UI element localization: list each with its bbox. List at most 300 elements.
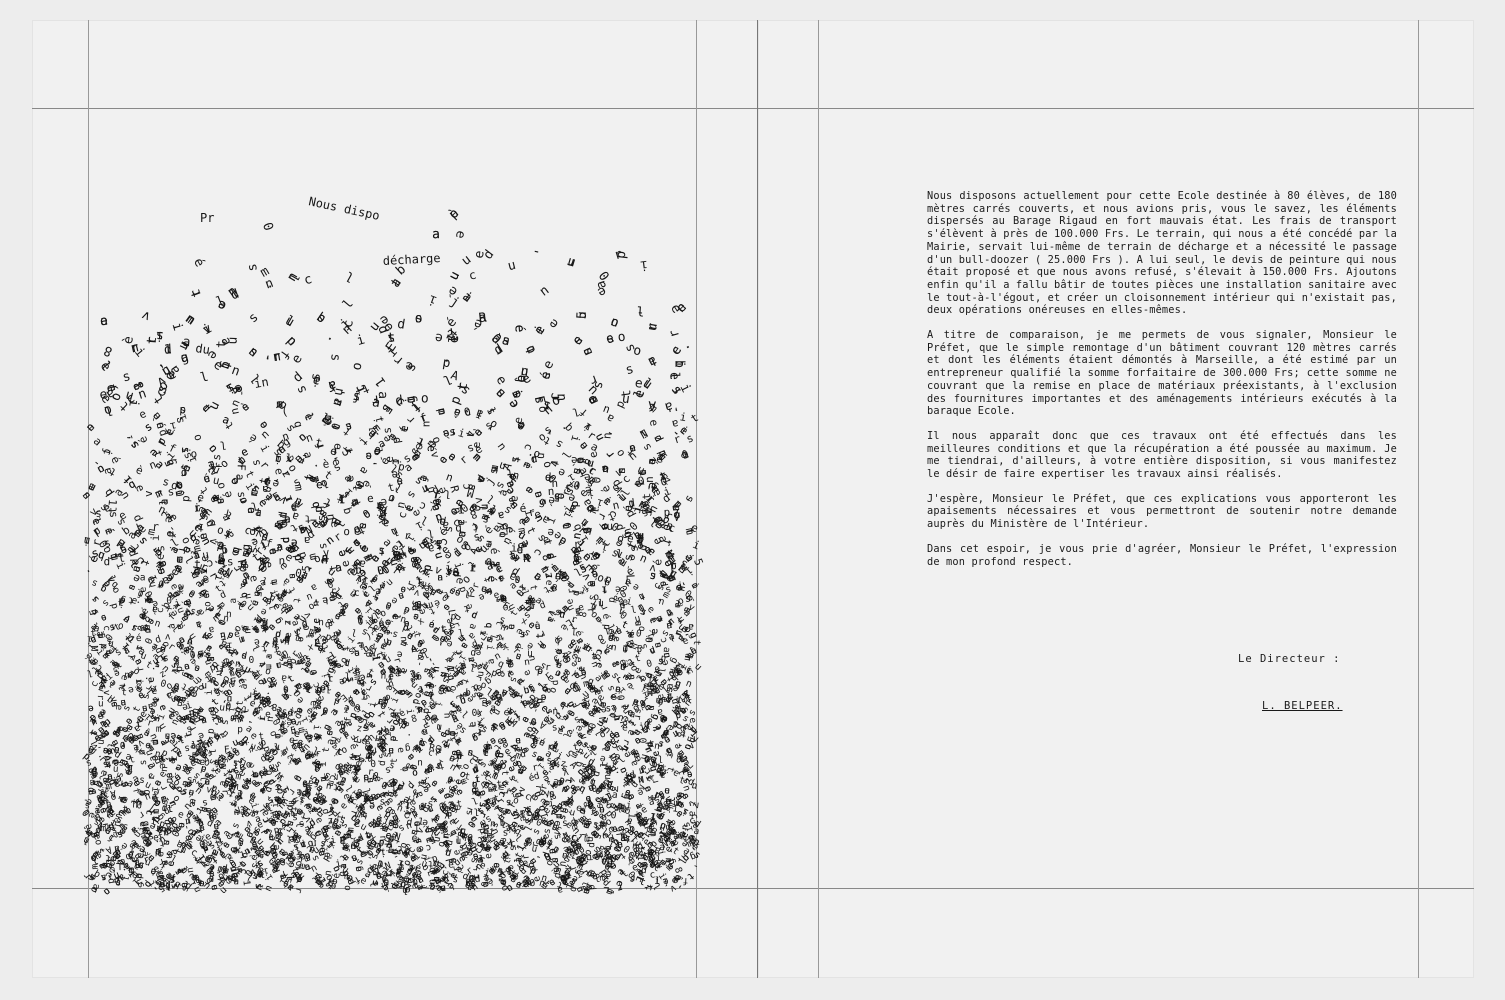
- scattered-letter: i: [355, 332, 367, 349]
- scattered-letter: t: [680, 690, 692, 701]
- scattered-letter: a: [562, 685, 573, 697]
- scattered-letter: e: [229, 745, 242, 756]
- scattered-letter: i: [346, 696, 357, 708]
- scattered-letter: t: [109, 663, 121, 672]
- scattered-letter: t: [654, 859, 665, 871]
- scattered-letter: B: [87, 788, 99, 796]
- scattered-letter: d: [374, 323, 391, 335]
- scattered-letter: r: [282, 810, 294, 818]
- scattered-letter: a: [379, 867, 390, 879]
- scattered-letter: p: [470, 638, 480, 651]
- scattered-letter: u: [538, 878, 546, 890]
- scattered-letter: l: [300, 665, 312, 675]
- scattered-letter: o: [660, 804, 672, 811]
- scattered-letter: n: [561, 871, 573, 882]
- scattered-letter: 0: [142, 590, 155, 600]
- scattered-letter: p: [88, 633, 98, 645]
- scattered-letter: r: [158, 873, 170, 885]
- scattered-letter: p: [378, 623, 390, 635]
- scattered-letter: l: [107, 677, 119, 689]
- scattered-letter: e: [196, 744, 203, 756]
- scattered-letter: s: [418, 535, 431, 549]
- scattered-letter: d: [431, 823, 443, 834]
- scattered-letter: p: [648, 838, 660, 850]
- scattered-letter: l: [129, 541, 143, 555]
- scattered-letter: d: [550, 679, 561, 686]
- scattered-letter: a: [560, 674, 571, 686]
- scattered-letter: N: [393, 829, 402, 841]
- scattered-letter: o: [480, 740, 491, 752]
- scattered-letter: e: [421, 765, 433, 777]
- scattered-letter: p: [426, 734, 438, 746]
- scattered-letter: s: [506, 773, 518, 782]
- scattered-letter: é: [304, 705, 316, 717]
- scattered-letter: o: [351, 522, 363, 537]
- scattered-letter: e: [482, 767, 494, 779]
- scattered-letter: g: [401, 622, 410, 634]
- scattered-letter: p: [208, 662, 217, 674]
- scattered-letter: 8: [672, 866, 684, 875]
- scattered-letter: e: [666, 860, 674, 872]
- scattered-letter: .: [267, 845, 279, 857]
- scattered-letter: t: [195, 618, 204, 630]
- scattered-letter: i: [561, 503, 575, 516]
- scattered-letter: a: [199, 757, 205, 768]
- scattered-letter: u: [95, 462, 107, 477]
- scattered-letter: é: [424, 761, 436, 773]
- scattered-letter: u: [141, 623, 153, 631]
- scattered-letter: -: [504, 867, 516, 878]
- scattered-letter: u: [344, 543, 358, 556]
- scattered-letter: e: [576, 665, 588, 673]
- scattered-letter: m: [210, 846, 220, 858]
- scattered-letter: 0: [594, 784, 606, 796]
- scattered-letter: i: [179, 447, 192, 454]
- scattered-letter: o: [317, 682, 329, 694]
- scattered-letter: n: [682, 697, 694, 708]
- scattered-letter: x: [520, 615, 529, 627]
- scattered-letter: ': [524, 245, 540, 256]
- scattered-letter: l: [488, 758, 499, 770]
- scattered-letter: o: [603, 801, 616, 811]
- scattered-letter: i: [598, 820, 610, 832]
- scattered-letter: o: [642, 753, 651, 765]
- scattered-letter: n: [593, 705, 605, 716]
- scattered-letter: e: [642, 702, 655, 713]
- scattered-letter: f: [577, 405, 590, 419]
- scattered-letter: s: [654, 583, 666, 593]
- scattered-letter: g: [92, 814, 104, 824]
- scattered-letter: s: [445, 626, 456, 638]
- scattered-letter: a: [537, 786, 549, 798]
- scattered-letter: M: [115, 536, 128, 551]
- scattered-letter: i: [222, 526, 234, 541]
- scattered-letter: l: [621, 777, 633, 788]
- scattered-letter: ,: [353, 741, 365, 752]
- scattered-letter: 8: [674, 730, 686, 739]
- scattered-letter: i: [125, 398, 141, 408]
- scattered-letter: a: [644, 848, 656, 858]
- scattered-letter: c: [304, 684, 313, 696]
- scattered-letter: t: [350, 644, 361, 656]
- scattered-letter: m: [86, 480, 98, 495]
- scattered-letter: é: [433, 597, 442, 609]
- scattered-letter: m: [635, 813, 647, 825]
- scattered-letter: d: [477, 827, 489, 835]
- scattered-letter: u: [322, 869, 334, 877]
- scattered-letter: o: [472, 681, 480, 693]
- scattered-letter: .: [367, 721, 379, 731]
- scattered-letter: è: [577, 884, 589, 893]
- scattered-letter: r: [256, 806, 269, 817]
- scattered-letter: o: [261, 749, 274, 760]
- scattered-letter: i: [226, 640, 233, 651]
- scattered-letter: u: [357, 800, 367, 812]
- scattered-letter: a: [100, 466, 114, 476]
- scattered-letter: ,: [672, 429, 687, 440]
- scattered-letter: a: [516, 602, 528, 613]
- scattered-letter: a: [378, 557, 393, 568]
- scattered-letter: d: [330, 516, 345, 528]
- scattered-letter: i: [221, 872, 232, 885]
- scattered-letter: r: [94, 786, 107, 796]
- scattered-letter: s: [265, 794, 276, 806]
- scattered-letter: ,: [169, 765, 181, 772]
- scattered-letter: d: [274, 629, 282, 641]
- scattered-letter: r: [219, 513, 234, 525]
- scattered-letter: s: [280, 785, 292, 796]
- scattered-letter: é: [350, 775, 363, 785]
- scattered-letter: s: [488, 798, 500, 810]
- scattered-letter: é: [390, 552, 404, 565]
- scattered-letter: é: [454, 720, 465, 732]
- scattered-letter: s: [531, 826, 543, 837]
- scattered-letter: 2: [115, 859, 126, 865]
- scattered-letter: p: [263, 785, 275, 794]
- scattered-letter: 0: [384, 599, 393, 611]
- scattered-letter: t: [508, 549, 518, 563]
- scattered-letter: t: [210, 696, 221, 708]
- scattered-letter: 0: [543, 851, 553, 863]
- scattered-letter: p: [411, 876, 419, 888]
- scattered-letter: r: [622, 770, 634, 779]
- scattered-letter: s: [133, 643, 145, 652]
- scattered-letter: c: [648, 570, 657, 584]
- scattered-letter: a: [319, 636, 331, 645]
- scattered-letter: u: [377, 835, 388, 841]
- scattered-letter: e: [541, 800, 552, 806]
- scattered-letter: r: [463, 805, 475, 815]
- scattered-letter: q: [429, 881, 437, 893]
- scattered-letter: r: [440, 832, 452, 839]
- scattered-letter: t: [404, 799, 411, 811]
- scattered-letter: l: [679, 767, 691, 777]
- scattered-letter: i: [548, 798, 555, 809]
- scattered-letter: t: [368, 626, 380, 638]
- scattered-letter: e: [613, 743, 626, 754]
- scattered-letter: u: [661, 652, 673, 659]
- scattered-letter: r: [380, 778, 388, 790]
- scattered-letter: e: [612, 536, 626, 550]
- scattered-letter: v: [386, 866, 397, 878]
- scattered-letter: ,: [529, 730, 538, 742]
- scattered-letter: a: [666, 691, 673, 703]
- scattered-letter: g: [97, 795, 109, 804]
- scattered-letter: u: [347, 588, 358, 600]
- scattered-letter: v: [415, 560, 424, 574]
- scattered-letter: o: [404, 618, 410, 629]
- scattered-letter: t: [226, 785, 237, 797]
- scattered-letter: a: [365, 843, 377, 852]
- scattered-letter: n: [634, 859, 646, 871]
- scattered-letter: i: [366, 719, 378, 731]
- scattered-letter: e: [413, 870, 424, 883]
- scattered-letter: .: [154, 811, 165, 823]
- scattered-letter: r: [464, 865, 476, 877]
- scattered-letter: d: [603, 573, 613, 587]
- scattered-letter: v: [440, 836, 452, 848]
- scattered-letter: ': [348, 694, 354, 705]
- scattered-letter: i: [280, 783, 293, 793]
- scattered-letter: à: [672, 602, 683, 609]
- scattered-letter: s: [116, 829, 125, 841]
- scattered-letter: r: [204, 747, 215, 760]
- scattered-letter: t: [258, 731, 264, 742]
- scattered-letter: t: [372, 819, 384, 828]
- scattered-letter: e: [547, 526, 554, 539]
- scattered-letter: s: [578, 562, 589, 577]
- scattered-letter: s: [656, 802, 665, 814]
- scattered-letter: h: [464, 879, 472, 891]
- scattered-letter: a: [518, 762, 530, 774]
- scattered-letter: n: [564, 848, 575, 854]
- scattered-letter: o: [514, 757, 525, 770]
- scattered-letter: e: [89, 516, 104, 527]
- scattered-letter: .: [147, 825, 157, 837]
- scattered-letter: d: [490, 667, 499, 679]
- scattered-letter: i: [641, 688, 651, 700]
- scattered-letter: R: [260, 695, 272, 707]
- scattered-letter: e: [99, 706, 107, 718]
- scattered-letter: e: [437, 803, 448, 815]
- scattered-letter: v: [653, 799, 665, 809]
- scattered-letter: s: [108, 700, 120, 709]
- scattered-letter: t: [491, 741, 503, 752]
- scattered-letter: o: [235, 453, 248, 467]
- scattered-letter: u: [414, 744, 423, 756]
- scattered-letter: u: [554, 864, 564, 876]
- scattered-letter: a: [157, 498, 170, 505]
- scattered-letter: s: [584, 477, 596, 492]
- scattered-letter: t: [453, 692, 465, 700]
- scattered-letter: d: [262, 693, 273, 705]
- scattered-letter: l: [104, 741, 116, 750]
- scattered-letter: e: [680, 835, 692, 842]
- scattered-letter: n: [204, 738, 214, 750]
- scattered-letter: a: [428, 586, 439, 598]
- scattered-letter: o: [584, 578, 597, 589]
- scattered-letter: r: [258, 458, 273, 472]
- scattered-letter: e: [439, 823, 451, 832]
- scattered-letter: N: [383, 858, 392, 870]
- scattered-letter: o: [398, 841, 410, 849]
- scattered-letter: i: [485, 538, 493, 552]
- scattered-letter: t: [241, 693, 253, 703]
- scattered-letter: o: [215, 481, 229, 491]
- scattered-letter: l: [338, 605, 346, 617]
- scattered-letter: 1: [601, 583, 608, 594]
- scattered-letter: B: [197, 506, 211, 520]
- scattered-letter: r: [258, 551, 272, 565]
- scattered-letter: p: [520, 550, 534, 564]
- scattered-letter: s: [143, 595, 155, 605]
- scattered-letter: i: [575, 730, 587, 741]
- scattered-letter: -: [253, 737, 265, 748]
- scattered-letter: e: [179, 713, 192, 723]
- scattered-letter: è: [238, 400, 252, 414]
- scattered-letter: e: [432, 812, 442, 824]
- scattered-letter: s: [350, 835, 362, 845]
- scattered-letter: r: [315, 748, 321, 759]
- scattered-letter: e: [172, 682, 181, 694]
- scattered-letter: u: [553, 646, 565, 657]
- scattered-letter: u: [601, 403, 612, 418]
- scattered-letter: (: [526, 792, 536, 804]
- scattered-letter: é: [622, 505, 635, 513]
- scattered-letter: e: [131, 778, 143, 789]
- scattered-letter: ,: [565, 854, 577, 861]
- scattered-letter: i: [498, 805, 505, 817]
- scattered-letter: e: [317, 519, 331, 528]
- scattered-letter: ': [471, 780, 477, 791]
- scattered-letter: s: [464, 809, 475, 815]
- scattered-letter: é: [571, 454, 578, 467]
- scattered-letter: o: [457, 830, 469, 839]
- scattered-letter: u: [310, 838, 317, 849]
- scattered-letter: e: [122, 767, 135, 778]
- scattered-letter: l: [291, 865, 303, 874]
- scattered-letter: c: [135, 553, 148, 567]
- scattered-letter: i: [584, 641, 595, 653]
- scattered-letter: e: [270, 842, 276, 853]
- scattered-letter: n: [254, 836, 266, 848]
- scattered-letter: 0: [573, 478, 582, 492]
- scattered-letter: g: [688, 850, 698, 862]
- scattered-letter: i: [405, 863, 417, 875]
- scattered-letter: f: [465, 838, 477, 850]
- scattered-letter: e: [163, 530, 176, 537]
- scattered-letter: u: [105, 799, 112, 811]
- scattered-letter: r: [643, 882, 655, 892]
- scattered-letter: e: [405, 358, 414, 374]
- scattered-letter: ,: [499, 778, 511, 788]
- scattered-letter: l: [473, 662, 485, 672]
- scattered-letter: t: [499, 770, 510, 776]
- scattered-letter: e: [604, 868, 612, 880]
- scattered-letter: s: [589, 807, 600, 819]
- scattered-letter: s: [338, 814, 347, 826]
- scattered-letter: l: [367, 424, 381, 432]
- scattered-letter: .: [613, 690, 624, 702]
- scattered-letter: a: [634, 829, 646, 841]
- scattered-letter: ,: [353, 860, 365, 872]
- scattered-letter: u: [222, 613, 230, 625]
- scattered-letter: e: [279, 601, 291, 611]
- scattered-letter: s: [135, 881, 147, 890]
- scattered-letter: 0: [102, 631, 114, 642]
- scattered-letter: F: [659, 571, 671, 580]
- scattered-letter: e: [408, 445, 423, 456]
- scattered-letter: p: [430, 853, 439, 865]
- scattered-letter: t: [376, 790, 388, 800]
- scattered-letter: a: [228, 598, 239, 604]
- scattered-letter: a: [665, 620, 673, 632]
- scattered-letter: p: [578, 700, 590, 708]
- scattered-letter: t: [379, 880, 391, 889]
- scattered-letter: a: [451, 713, 461, 725]
- scattered-letter: o: [493, 761, 504, 774]
- scattered-letter: s: [360, 626, 370, 638]
- scattered-letter: a: [505, 669, 517, 679]
- scattered-letter: r: [413, 837, 425, 845]
- scattered-letter: (: [244, 873, 254, 885]
- scattered-letter: l: [493, 562, 505, 577]
- scattered-letter: l: [217, 665, 226, 677]
- scattered-letter: v: [630, 839, 642, 850]
- scattered-letter: s: [401, 850, 413, 861]
- scattered-letter: e: [532, 323, 549, 338]
- scattered-letter: è: [233, 628, 241, 640]
- scattered-letter: i: [421, 855, 433, 864]
- scattered-letter: e: [597, 636, 609, 648]
- scattered-letter: s: [142, 727, 152, 739]
- scattered-letter: 0: [112, 875, 122, 888]
- scattered-letter: s: [515, 879, 523, 891]
- scattered-letter: t: [609, 659, 621, 669]
- scattered-letter: s: [154, 382, 171, 397]
- scattered-letter: é: [472, 315, 485, 332]
- scattered-letter: s: [293, 574, 307, 587]
- scattered-letter: é: [444, 880, 456, 892]
- scattered-letter: s: [277, 637, 289, 645]
- scattered-letter: e: [491, 698, 504, 709]
- scattered-letter: l: [545, 607, 557, 618]
- scattered-letter: s: [437, 823, 449, 834]
- scattered-letter: b: [105, 694, 116, 706]
- scattered-letter: e: [284, 542, 297, 556]
- scattered-letter: 0: [644, 656, 653, 668]
- scattered-letter: é: [541, 772, 551, 785]
- scattered-letter: é: [250, 535, 260, 549]
- scattered-letter: t: [127, 558, 141, 571]
- scattered-letter: e: [311, 731, 323, 740]
- scattered-letter: r: [285, 786, 297, 797]
- scattered-letter: t: [348, 751, 356, 763]
- scattered-letter: q: [312, 506, 326, 514]
- scattered-letter: d: [89, 764, 100, 776]
- scattered-letter: t: [411, 631, 423, 639]
- scattered-letter: z: [157, 668, 168, 680]
- scattered-letter: s: [608, 691, 620, 703]
- scattered-letter: i: [330, 835, 337, 847]
- scattered-letter: e: [597, 723, 609, 735]
- scattered-letter: l: [639, 694, 651, 706]
- scattered-letter: e: [467, 876, 474, 888]
- scattered-letter: u: [616, 467, 629, 474]
- scattered-letter: à: [692, 819, 698, 830]
- scattered-letter: n: [264, 826, 274, 838]
- scattered-letter: ,: [327, 454, 341, 468]
